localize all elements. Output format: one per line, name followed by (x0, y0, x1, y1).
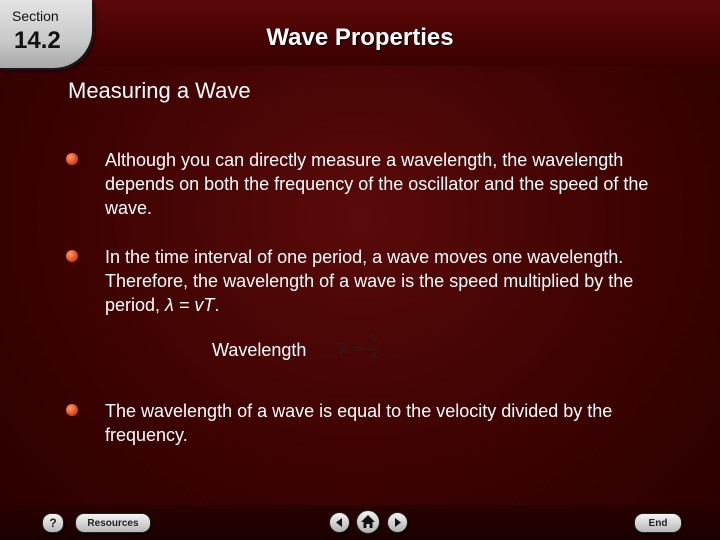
page-title: Wave Properties (266, 24, 454, 51)
bullet-text-2-body: In the time interval of one period, a wave moves one wavelength. Therefore, the wavelength of a wave is the speed multiplied by the period, (105, 247, 634, 315)
end-label: End (648, 517, 668, 529)
resources-label: Resources (87, 517, 139, 529)
wavelength-label: Wavelength (212, 340, 307, 360)
fraction-bar (367, 349, 379, 350)
help-button[interactable] (42, 513, 64, 533)
bullet-text-2-end: . (214, 295, 220, 315)
bullet-text-1: Although you can directly measure a wavelength, the wavelength depends on both the frequency of the oscillator and the speed of the wave. (105, 150, 649, 218)
next-button[interactable] (387, 512, 408, 533)
previous-button[interactable] (329, 512, 350, 533)
end-button[interactable] (634, 513, 682, 533)
bullet-icon (66, 153, 78, 165)
bullet-text-3: The wavelength of a wave is equal to the velocity divided by the frequency. (105, 401, 613, 445)
bullet-icon (66, 404, 78, 416)
home-icon (357, 511, 379, 533)
previous-icon (330, 513, 349, 532)
equation-lhs: λ (340, 342, 349, 357)
equation-equals: = (352, 342, 363, 357)
next-icon (388, 513, 407, 532)
wavelength-equation (340, 333, 388, 367)
resources-button[interactable] (75, 513, 151, 533)
bullet-text-2 (105, 245, 690, 317)
section-number: 14.2 (14, 27, 61, 54)
equation-denominator: f (371, 351, 376, 366)
equation-numerator: v (370, 331, 378, 346)
bullet-text-2-formula: λ = vT (165, 295, 215, 315)
bullet-icon (66, 250, 78, 262)
slide-subtitle: Measuring a Wave (68, 78, 251, 103)
section-label: Section (12, 8, 59, 24)
help-icon: ? (49, 516, 57, 530)
home-button[interactable] (356, 510, 380, 534)
